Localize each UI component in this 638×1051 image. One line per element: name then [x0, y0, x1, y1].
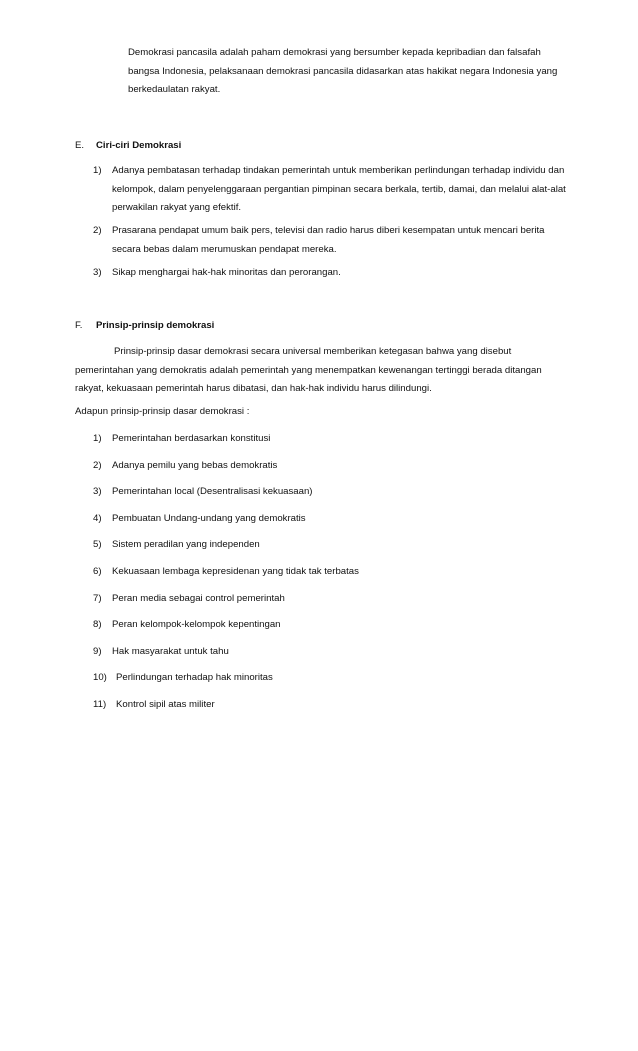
list-item-text: Peran kelompok-kelompok kepentingan — [112, 619, 281, 631]
list-item-text: Prasarana pendapat umum baik pers, televisi dan radio harus diberi kesempatan untuk mencari berita secara bebas dalam merumuskan pendapat mereka. — [112, 225, 545, 255]
list-item — [93, 510, 573, 537]
section-e-list — [93, 222, 573, 259]
list-item-number: 4) — [93, 512, 102, 524]
list-item — [93, 457, 573, 484]
list-item-number: 1) — [93, 433, 102, 444]
list-item-number: 3) — [93, 267, 102, 278]
list-item-number: 11) — [93, 698, 107, 710]
list-item-text: Sistem peradilan yang independen — [112, 539, 260, 551]
section-f-paragraph-text: Prinsip-prinsip dasar demokrasi secara universal memberikan ketegasan bahwa yang disebut pemerintahan yang demokratis adalah pemerintah yang menempatkan kewenangan tertinggi berada ditangan rakyat, kekuasaan pemerintah harus dibatasi, dan hak-hak individu harus dilindungi. — [75, 346, 542, 394]
section-f-paragraph — [75, 343, 565, 399]
list-item — [93, 563, 573, 590]
section-e-title: Ciri-ciri Demokrasi — [96, 140, 182, 151]
list-item-text: Perlindungan terhadap hak minoritas — [116, 672, 273, 684]
list-item-text: Kontrol sipil atas militer — [116, 698, 215, 710]
list-item-text: Pemerintahan local (Desentralisasi kekuasaan) — [112, 486, 313, 498]
list-item-text: Pembuatan Undang-undang yang demokratis — [112, 512, 306, 524]
list-item-number: 1) — [93, 165, 102, 176]
list-item-number: 2) — [93, 225, 102, 236]
list-item — [93, 590, 573, 617]
list-item — [93, 483, 573, 510]
list-item — [93, 264, 573, 283]
list-item-number: 5) — [93, 539, 102, 551]
section-f-lead: Adapun prinsip-prinsip dasar demokrasi : — [75, 406, 250, 417]
list-item-number: 2) — [93, 459, 102, 471]
list-item — [93, 643, 573, 670]
list-item-text: Sikap menghargai hak-hak minoritas dan perorangan. — [112, 267, 341, 278]
list-item-number: 3) — [93, 486, 102, 498]
section-f-heading — [75, 319, 214, 333]
list-item-text: Adanya pemilu yang bebas demokratis — [112, 459, 278, 471]
section-f-title: Prinsip-prinsip demokrasi — [96, 320, 215, 331]
list-item — [93, 696, 573, 723]
list-item — [93, 222, 573, 259]
list-item-text: Peran media sebagai control pemerintah — [112, 592, 285, 604]
list-item-text: Pemerintahan berdasarkan konstitusi — [112, 433, 271, 444]
list-item — [93, 669, 573, 696]
section-e-heading — [75, 139, 181, 153]
section-e-list — [93, 162, 573, 218]
list-item — [93, 536, 573, 563]
list-item-number: 8) — [93, 619, 102, 631]
list-item — [93, 616, 573, 643]
list-item-number: 7) — [93, 592, 102, 604]
list-item-number: 6) — [93, 565, 102, 577]
list-item — [93, 162, 573, 218]
intro-paragraph: Demokrasi pancasila adalah paham demokrasi yang bersumber kepada kepribadian dan falsafah bangsa Indonesia, pelaksanaan demokrasi pancasila didasarkan atas hakikat negara Indonesia yang berkedaulatan rakyat. — [128, 47, 558, 95]
section-f-list — [93, 430, 573, 723]
section-e-letter: E. — [75, 140, 85, 151]
list-item-text: Kekuasaan lembaga kepresidenan yang tidak tak terbatas — [112, 565, 359, 577]
list-item-text: Adanya pembatasan terhadap tindakan pemerintah untuk memberikan perlindungan terhadap individu dan kelompok, dalam penyelenggaraan pergantian pimpinan secara berkala, tertib, damai, dan melalui alat-alat perwakilan rakyat yang efektif. — [112, 165, 566, 213]
list-item-number: 9) — [93, 645, 102, 657]
section-f-letter: F. — [75, 320, 83, 331]
section-e-list — [93, 264, 573, 283]
list-item — [93, 430, 573, 457]
list-item-text: Hak masyarakat untuk tahu — [112, 645, 229, 657]
list-item-number: 10) — [93, 672, 107, 684]
